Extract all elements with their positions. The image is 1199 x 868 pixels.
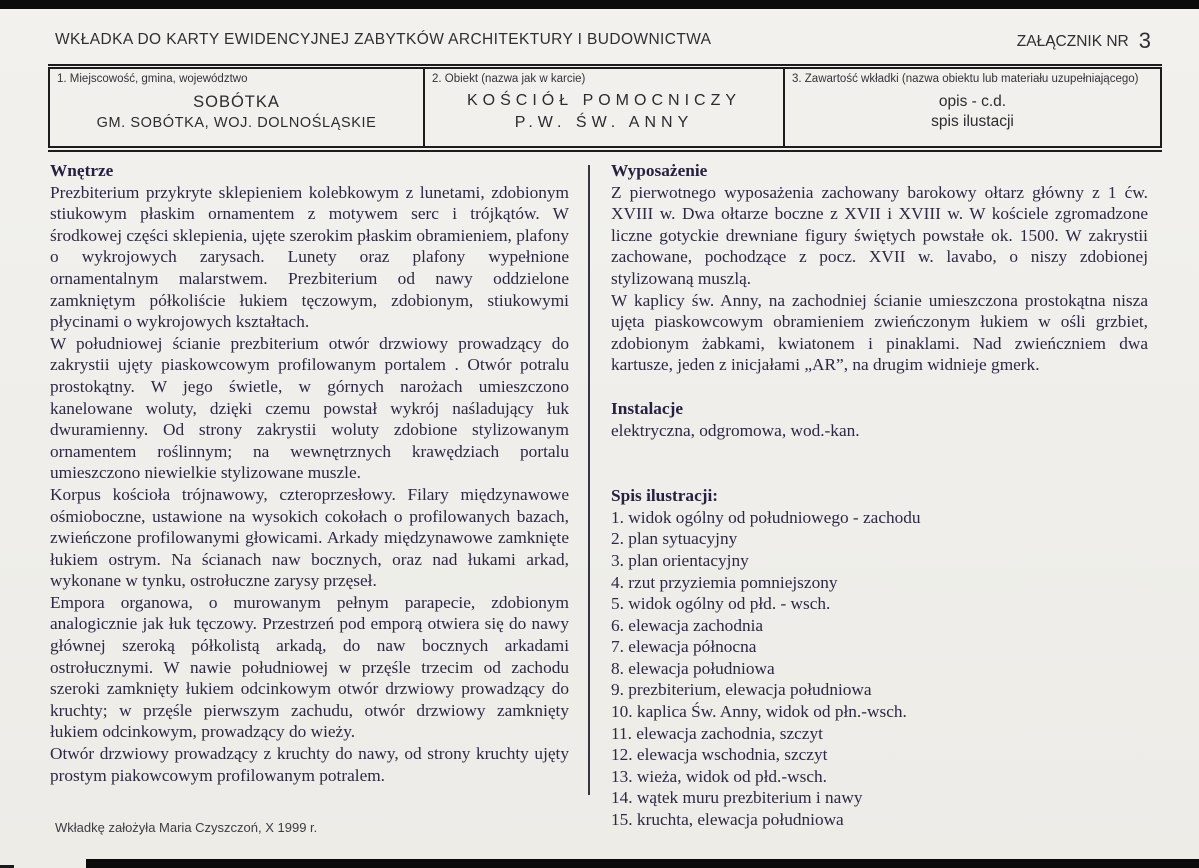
document-title: WKŁADKA DO KARTY EWIDENCYJNEJ ZABYTKÓW ARCHITEKTURY I BUDOWNICTWA (55, 31, 712, 48)
list-item: 3. plan orientacyjny (611, 550, 749, 570)
header-cell-location-label: 1. Miejscowość, gmina, województwo (57, 73, 248, 85)
section-heading-wnetrze: Wnętrze (50, 161, 114, 180)
left-column (50, 160, 569, 786)
list-item: 14. wątek muru prezbiterium i nawy (611, 788, 863, 808)
paragraph: W południowej ścianie prezbiterium otwór drzwiowy prowadzący do zakrystii ujęty piaskowcowym profilowanym portalem . Otwór potralu prostokątny. W jego świetle, w górnych narożach umieszczono kanelowane woluty, dzięki czemu powstał wykrój naśladujący łuk dwuramienny. Od strony zakrystii woluty zdobione stylizowanym ornamentem roślinnym; na wewnętrznych krawędziach portalu umieszczono niewielkie stylizowane muszle. (50, 333, 569, 483)
list-item: 13. wieża, widok od płd.-wsch. (611, 766, 827, 786)
header-cell-contents-label: 3. Zawartość wkładki (nazwa obiektu lub materiału uzupełniającego) (792, 73, 1139, 85)
header-table (48, 64, 1162, 152)
contents-line2: spis ilustacji (931, 112, 1014, 130)
header-cell-contents-value (785, 85, 1160, 146)
header-cell-object (423, 69, 783, 146)
paragraph: W kaplicy św. Anny, na zachodniej ścianie umieszczona prostokątna nisza ujęta piaskowcowym obramieniem zwieńczonym łukiem w ośli grzbiet, zdobionym żabkami, kwiatonem i pinaklami. Nad zwieńczniem dwa kartusze, jeden z inicjałami „AR”, na drugim widnieje gmerk. (611, 290, 1148, 375)
scan-edge-top (0, 0, 1199, 9)
right-column (611, 160, 1148, 831)
column-divider (588, 165, 590, 795)
list-item: 2. plan sytuacyjny (611, 529, 738, 549)
location-name: SOBÓTKA (193, 92, 280, 111)
list-item: 9. prezbiterium, elewacja południowa (611, 680, 872, 700)
list-item: 6. elewacja zachodnia (611, 615, 764, 635)
list-item: 8. elewacja południowa (611, 658, 775, 678)
attachment-number: 3 (1138, 28, 1151, 53)
list-item: 10. kaplica Św. Anny, widok od płn.-wsch. (611, 702, 907, 722)
header-cell-location (48, 69, 423, 146)
object-name: KOŚCIÓŁ POMOCNICZY (466, 91, 742, 109)
attachment-label: ZAŁĄCZNIK NR (1016, 33, 1129, 50)
contents-line1: opis - c.d. (938, 92, 1007, 110)
header-cell-contents (783, 69, 1162, 146)
list-item: 12. elewacja wschodnia, szczyt (611, 745, 828, 765)
attachment-number-block (1017, 28, 1151, 51)
section-heading-wyposazenie: Wyposażenie (611, 161, 708, 180)
section-instalacje (611, 398, 1148, 441)
section-heading-instalacje: Instalacje (611, 398, 683, 418)
list-item: 1. widok ogólny od południowego - zachodu (611, 507, 921, 527)
list-item: 15. kruchta, elewacja południowa (611, 810, 844, 830)
paragraph: Z pierwotnego wyposażenia zachowany barokowy ołtarz główny z 1 ćw. XVIII w. Dwa ołtarze boczne z XVII i XVIII w. W kościele zgromadzone liczne gotyckie drewniane figury świętych powstałe ok. 1500. W zakrystii zachowane, pochodzące z pocz. XVII w. lavabo, o niszy zdobionej stylizowaną muszlą. (611, 182, 1148, 288)
header-cell-object-value (425, 85, 783, 146)
paragraph: Empora organowa, o murowanym pełnym parapecie, zdobionym analogicznie jak łuk tęczowy. Przestrzeń pod emporą otwiera się do nawy głównej szeroką półkolistą arkadą, do naw bocznych arkadami ostrołucznymi. W nawie południowej w przęśle trzecim od zachodu szeroki zamknięty łukiem odcinkowym otwór drzwiowy prowadzący do kruchty; w przęśle pierwszym zachudu, otwór drzwiowy zamknięty łukiem odcinkowym, prowadzący do wieży. (50, 592, 569, 742)
header-cell-object-label: 2. Obiekt (nazwa jak w karcie) (432, 73, 586, 85)
section-heading-spis: Spis ilustracji: (611, 486, 719, 506)
scan-edge-bottom (86, 859, 1199, 868)
object-dedication: P.W. ŚW. ANNY (514, 113, 694, 131)
footer-note: Wkładkę założyła Maria Czyszczoń, X 1999 r. (55, 820, 318, 835)
installations-text: elektryczna, odgromowa, wod.-kan. (611, 420, 860, 440)
list-item: 5. widok ogólny od płd. - wsch. (611, 594, 831, 614)
list-item: 7. elewacja północna (611, 637, 757, 657)
paragraph: Korpus kościoła trójnawowy, czteroprzesłowy. Filary międzynawowe ośmioboczne, ustawione na wysokich cokołach o profilowanych bazach, zwieńczone profilowanymi głowicami. Arkady międzynawowe zamknięte łukiem ostrym. Na ścianach naw bocznych, oraz nad łukami arkad, wykonane w tynku, ostrołuczne zarysy przęseł. (50, 484, 569, 591)
paragraph: Prezbiterium przykryte sklepieniem kolebkowym z lunetami, zdobionym stiukowym płaskim ornamentem z motywem serc i trójkątów. W środkowej części sklepienia, ujęte szerokim płaskim obramieniem, plafony o wykrojowych zarysach. Lunety oraz plafony wypełnione ornamentalnym malarstwem. Prezbiterium od nawy oddzielone zamkniętym półkoliście łukiem tęczowym, zdobionym, stiukowymi płycinami o wykrojowych kształtach. (50, 182, 569, 332)
section-spis-ilustracji (611, 485, 1148, 831)
list-item: 11. elewacja zachodnia, szczyt (611, 723, 823, 743)
header-cell-location-value (50, 85, 423, 146)
illustration-list (611, 507, 1148, 831)
paragraph: Otwór drzwiowy prowadzący z kruchty do nawy, od strony kruchty ujęty prostym piakowcowym profilowanym potralem. (50, 744, 569, 785)
list-item: 4. rzut przyziemia pomniejszony (611, 572, 838, 592)
location-details: GM. SOBÓTKA, WOJ. DOLNOŚLĄSKIE (96, 114, 377, 131)
